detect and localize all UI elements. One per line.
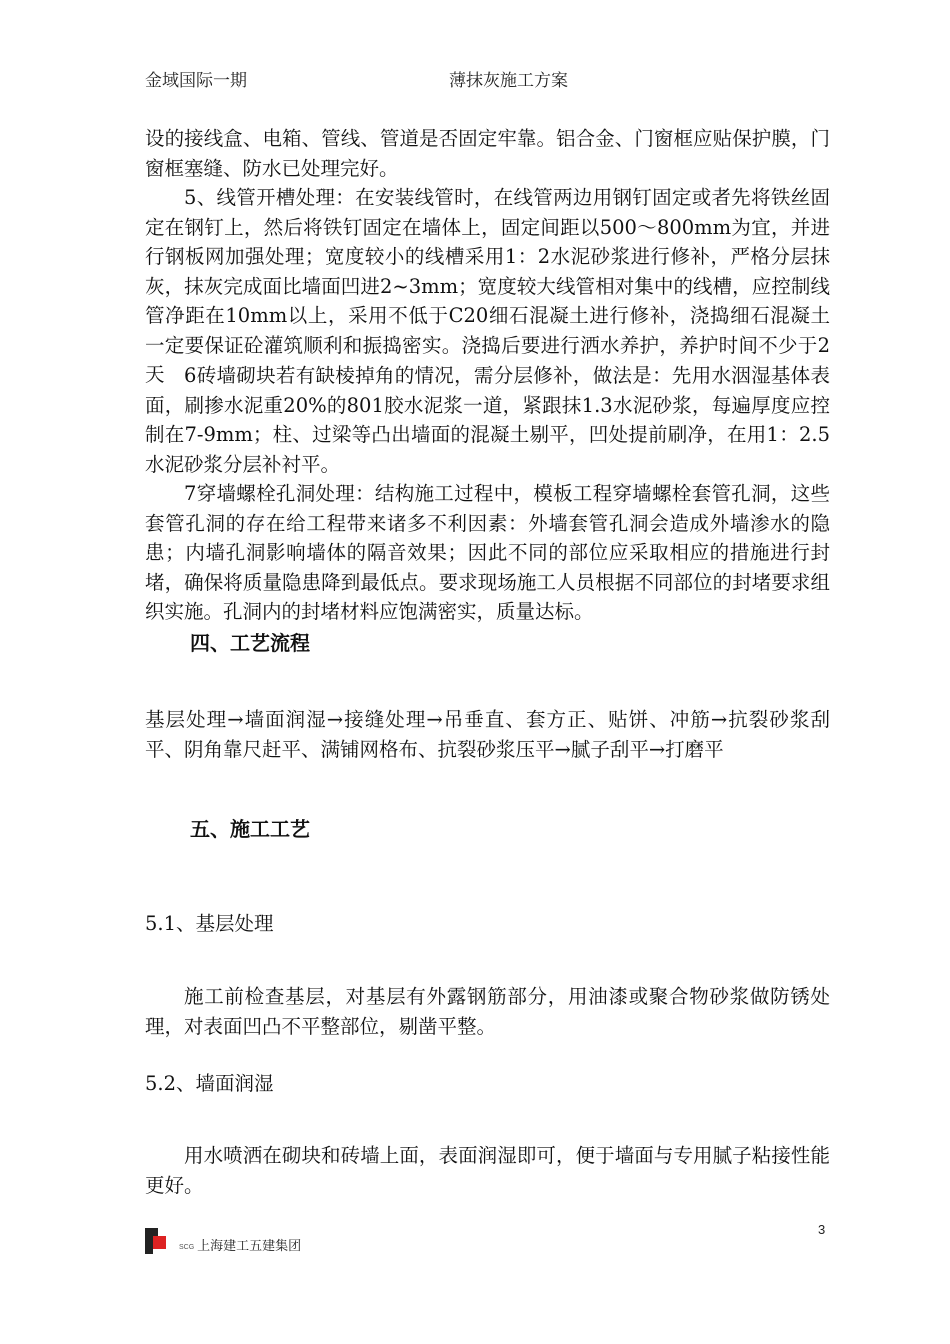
logo-tag-text: SCG [179,1244,195,1251]
page-header [145,66,845,96]
paragraph-continued: 设的接线盒、电箱、管线、管道是否固定牢靠。铝合金、门窗框应贴保护膜，门窗框塞缝、防水已处理完好。 [145,127,830,180]
header-project-name: 金域国际一期 [145,71,247,91]
subsection-heading-wall-wetting: 5.2、墙面润湿 [145,1072,274,1095]
header-document-title: 薄抹灰施工方案 [449,71,568,91]
section-heading-process-flow: 四、工艺流程 [190,631,310,655]
paragraph-base-treatment: 施工前检查基层，对基层有外露钢筋部分，用油漆或聚合物砂浆做防锈处理，对表面凹凸不平整部位，剔凿平整。 [145,985,830,1038]
section-heading-construction-process: 五、施工工艺 [190,817,310,841]
page-number: 3 [818,1222,826,1237]
subsection-heading-base-treatment: 5.1、基层处理 [145,912,274,935]
paragraph-bolt-holes: 7穿墙螺栓孔洞处理：结构施工过程中，模板工程穿墙螺栓套管孔洞，这些套管孔洞的存在给工程带来诸多不利因素：外墙套管孔洞会造成外墙渗水的隐患；内墙孔洞影响墙体的隔音效果；因此不同的部位应采取相应的措施进行封堵，确保将质量隐患降到最低点。要求现场施工人员根据不同部位的封堵要求组织实施。孔洞内的封堵材料应饱满密实，质量达标。 [145,482,830,623]
paragraph-process-flow: 基层处理→墙面润湿→接缝处理→吊垂直、套方正、贴饼、冲筋→抗裂砂浆刮平、阴角靠尺赶平、满铺网格布、抗裂砂浆压平→腻子刮平→打磨平 [145,708,830,761]
company-logo-icon [145,1228,175,1254]
paragraph-conduit-slotting: 5、线管开槽处理：在安装线管时，在线管两边用钢钉固定或者先将铁丝固定在钢钉上，然后将铁钉固定在墙体上，固定间距以500～800mm为宜，并进行钢板网加强处理；宽度较小的线槽采用1：2水泥砂浆进行修补，严格分层抹灰，抹灰完成面比墙面凹进2~3mm；宽度较大线管相对集中的线槽，应控制线管净距在10mm以上，采用不低于C20细石混凝土进行修补，浇捣细石混凝土一定要保证砼灌筑顺利和振捣密实。浇捣后要进行洒水养护，养护时间不少于2天 [145,186,830,386]
company-name: 上海建工五建集团 [197,1239,302,1254]
page-footer [145,1228,301,1254]
paragraph-brick-repair: 6砖墙砌块若有缺棱掉角的情况，需分层修补，做法是：先用水洇湿基体表面，刷掺水泥重20%的801胶水泥浆一道，紧跟抹1.3水泥砂浆，每遍厚度应控制在7-9mm；柱、过梁等凸出墙面的混凝土剔平，凹处提前刷净，在用1：2.5水泥砂浆分层补衬平。 [145,364,830,476]
paragraph-wall-wetting: 用水喷洒在砌块和砖墙上面，表面润湿即可，便于墙面与专用腻子粘接性能更好。 [145,1144,830,1197]
